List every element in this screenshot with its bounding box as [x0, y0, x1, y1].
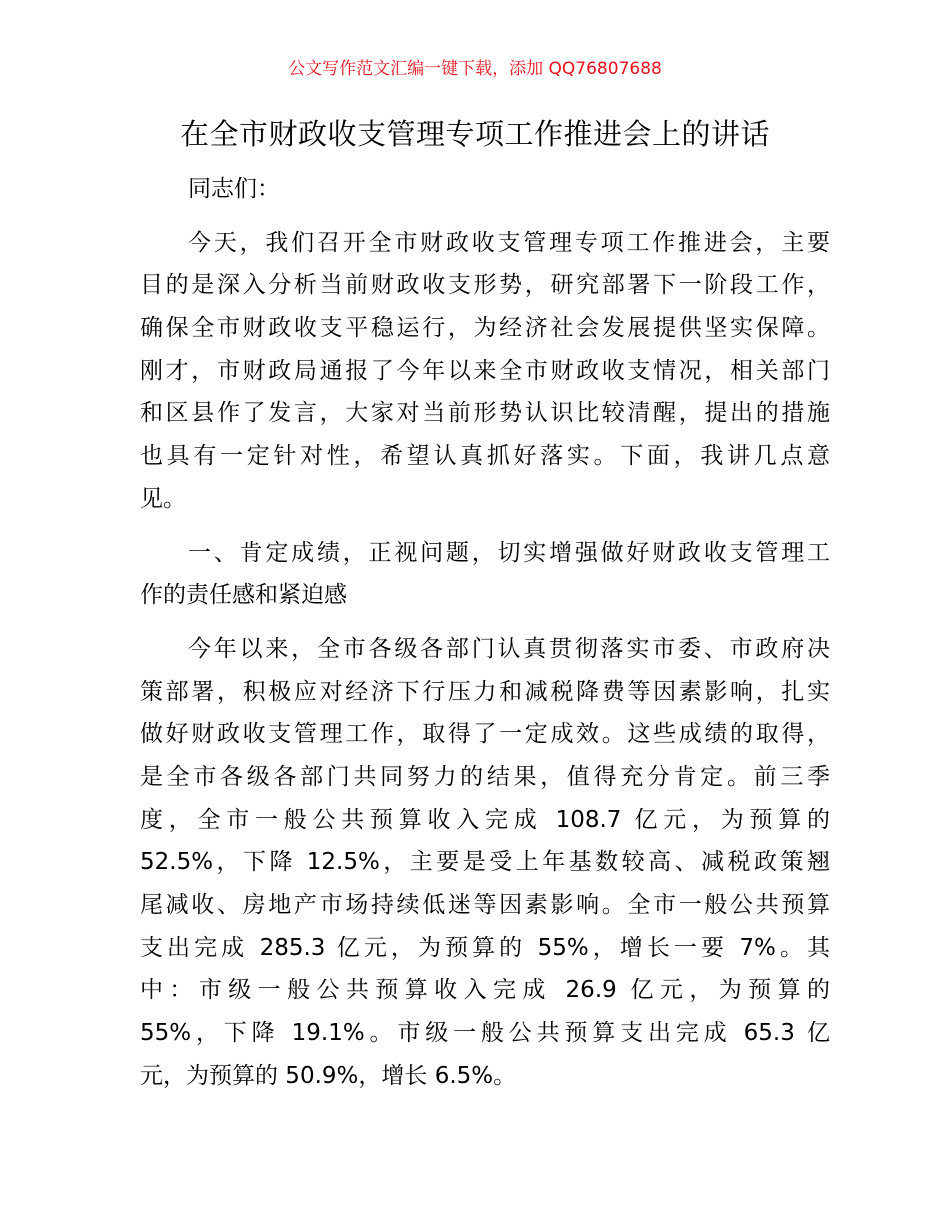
paragraph-line: 是全市各级各部门共同努力的结果，值得充分肯定。前三季: [140, 763, 830, 790]
paragraph-line: 见。: [140, 485, 186, 512]
paragraph-line: 支出完成 285.3 亿元，为预算的 55%，增长一要 7%。其: [140, 934, 830, 961]
paragraph-line: 55%，下降 19.1%。市级一般公共预算支出完成 65.3 亿: [140, 1020, 830, 1047]
paragraph-line: 52.5%，下降 12.5%，主要是受上年基数较高、减税政策翘: [140, 849, 830, 876]
paragraph-gap: [140, 521, 830, 532]
paragraph-line: 今年以来，全市各级各部门认真贯彻落实市委、市政府决: [188, 635, 830, 662]
section-heading-1: [140, 532, 830, 617]
paragraph-line: 确保全市财政收支平稳运行，为经济社会发展提供坚实保障。: [140, 315, 830, 342]
paragraph-line: 目的是深入分析当前财政收支形势，研究部署下一阶段工作，: [140, 272, 830, 299]
paragraph-line: 度，全市一般公共预算收入完成 108.7 亿元，为预算的: [140, 806, 830, 833]
paragraph-line: 做好财政收支管理工作，取得了一定成效。这些成绩的取得，: [140, 721, 830, 748]
salutation: 同志们：: [188, 176, 280, 202]
paragraph-line: 今天，我们召开全市财政收支管理专项工作推进会，主要: [188, 229, 830, 256]
paragraph-line: 和区县作了发言，大家对当前形势认识比较清醒，提出的措施: [140, 400, 830, 427]
watermark-banner: 公文写作范文汇编一键下载，添加 QQ76807688: [288, 59, 662, 79]
paragraph-line: 刚才，市财政局通报了今年以来全市财政收支情况，相关部门: [140, 357, 830, 384]
document-title: 在全市财政收支管理专项工作推进会上的讲话: [179, 117, 770, 151]
document-body: [140, 168, 830, 1097]
paragraph-line: 尾减收、房地产市场持续低迷等因素影响。全市一般公共预算: [140, 892, 830, 918]
paragraph-gap: [140, 211, 830, 222]
paragraph-line: 元，为预算的 50.9%，增长 6.5%。: [140, 1062, 517, 1089]
paragraph-line: 策部署，积极应对经济下行压力和减税降费等因素影响，扎实: [140, 678, 830, 705]
heading-line: 一、肯定成绩，正视问题，切实增强做好财政收支管理工: [188, 539, 830, 566]
paragraph-gap: [140, 617, 830, 628]
paragraph-line: 也具有一定针对性，希望认真抓好落实。下面，我讲几点意: [140, 443, 830, 470]
paragraph-intro: [140, 222, 830, 521]
heading-line: 作的责任感和紧迫感: [140, 582, 347, 609]
paragraph-achievements: [140, 628, 830, 1098]
paragraph-line: 中：市级一般公共预算收入完成 26.9 亿元，为预算的: [140, 977, 830, 1004]
